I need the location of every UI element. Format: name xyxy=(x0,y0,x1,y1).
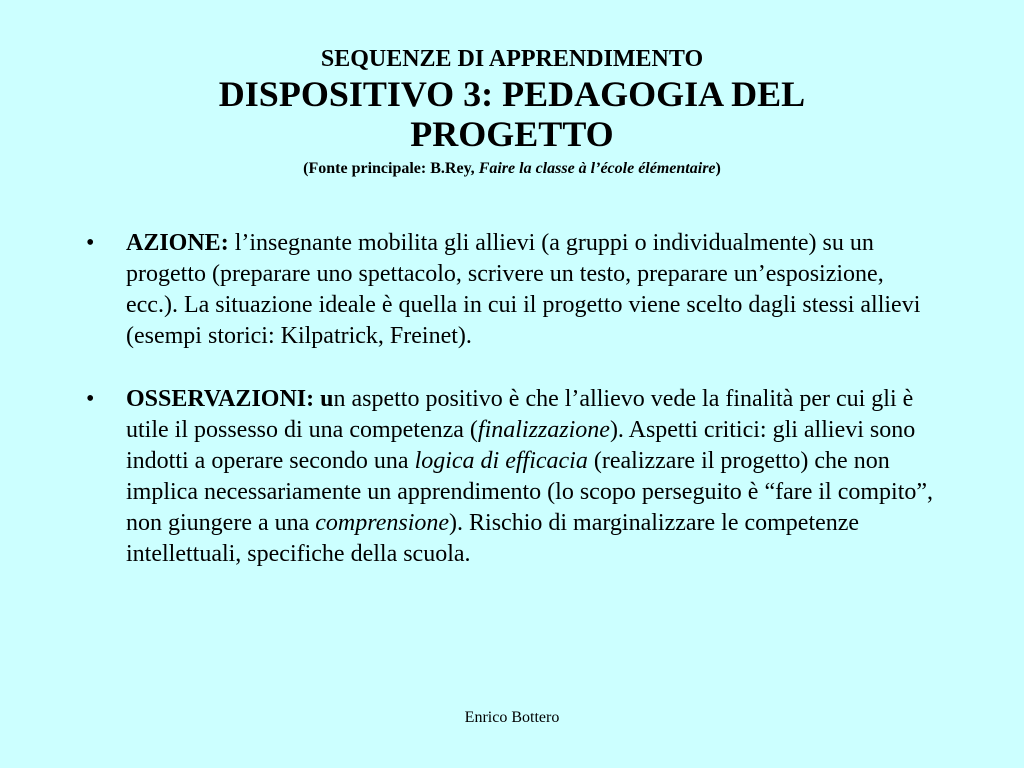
source-suffix: ) xyxy=(715,160,721,177)
source-citation xyxy=(0,158,1024,180)
bullet-text: n aspetto positivo è che l’allievo vede la finalità per cui gli è utile il possesso di una competenza ( xyxy=(126,386,914,443)
bullet-marker: • xyxy=(86,230,95,256)
source-prefix: (Fonte principale: B.Rey, xyxy=(303,160,479,177)
slide-supertitle: SEQUENZE DI APPRENDIMENTO xyxy=(320,46,704,72)
bullet-text: ). Rischio di marginalizzare le competenze intellettuali, specifiche della scuola. xyxy=(126,510,860,567)
bullet-osservazioni xyxy=(86,384,936,570)
footer-author: Enrico Bottero xyxy=(464,709,560,726)
source-book-title: Faire la classe à l’école élémentaire xyxy=(478,160,716,177)
bullet-azione xyxy=(86,228,936,352)
bullet-text: (realizzare il progetto) che non implica necessariamente un apprendimento (lo scopo perseguito è “fare il compito”, non giungere a una xyxy=(126,448,934,536)
bullet-label: OSSERVAZIONI: u xyxy=(126,386,334,412)
bullet-label: AZIONE: xyxy=(126,230,229,256)
emphasis-comprensione: comprensione xyxy=(315,510,450,536)
slide-title-block xyxy=(0,44,1024,180)
bullet-text: l’insegnante mobilita gli allievi (a gruppi o individualmente) su un progetto (preparare uno spettacolo, scrivere un testo, preparare un’esposizione, ecc.). La situazione ideale è quella in cui il progetto viene scelto dagli stessi allievi (esempi storici: Kilpatrick, Freinet). xyxy=(126,230,921,349)
emphasis-logica-di-efficacia: logica di efficacia xyxy=(414,448,588,474)
bullet-marker: • xyxy=(86,386,95,412)
emphasis-finalizzazione: finalizzazione xyxy=(477,417,610,443)
bullet-text: ). Aspetti critici: gli allievi sono indotti a operare secondo una xyxy=(126,417,916,474)
slide-title: DISPOSITIVO 3: PEDAGOGIA DEL PROGETTO xyxy=(218,74,806,154)
slide-content xyxy=(86,228,936,570)
